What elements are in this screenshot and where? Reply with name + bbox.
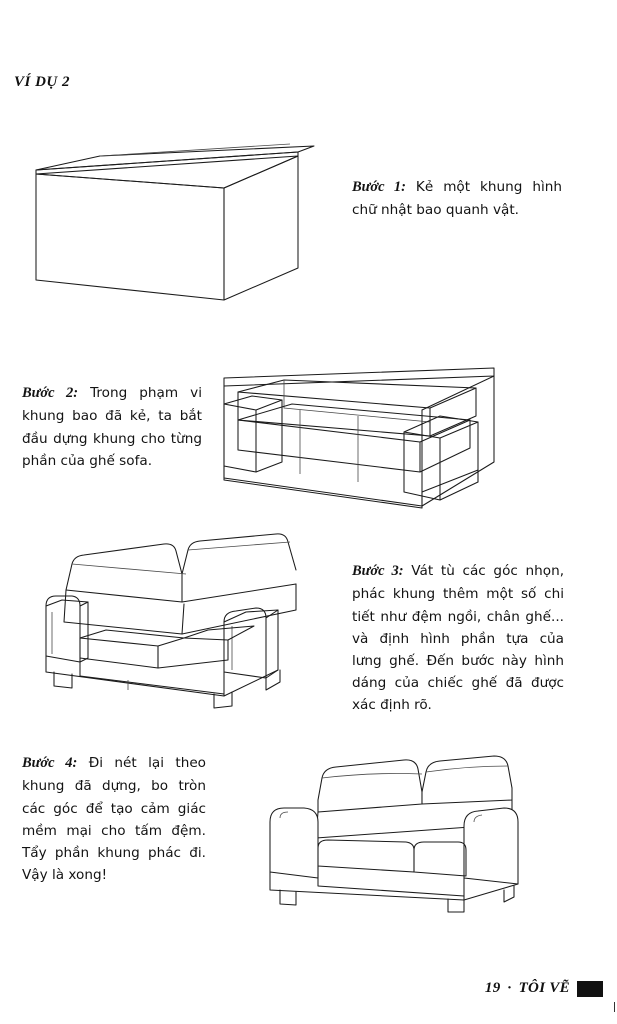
footer-title: TÔI VẼ bbox=[518, 980, 570, 996]
sofa-detailed-sketch bbox=[28, 530, 348, 720]
footer-marker-block bbox=[577, 981, 603, 997]
step-4-lead: Bước 4: bbox=[22, 755, 78, 771]
step-1-text bbox=[352, 176, 562, 222]
step-2-body: Trong phạm vi khung bao đã kẻ, ta bắt đầu dựng khung cho từng phần của ghế sofa. bbox=[22, 385, 203, 469]
step-1-lead: Bước 1: bbox=[352, 179, 406, 195]
edge-tick-mark bbox=[614, 1002, 615, 1012]
sofa-final-linework bbox=[222, 752, 542, 920]
step-2-text bbox=[22, 382, 202, 472]
footer-page-number: 19 bbox=[484, 980, 501, 996]
step-4-text bbox=[22, 752, 206, 886]
page-title: VÍ DỤ 2 bbox=[14, 74, 71, 90]
sofa-block-construction-sketch bbox=[208, 358, 578, 526]
step-3-lead: Bước 3: bbox=[352, 563, 404, 579]
step-3-text bbox=[352, 560, 564, 716]
bounding-box-sketch bbox=[26, 140, 316, 320]
page-footer bbox=[485, 980, 603, 997]
step-2-lead: Bước 2: bbox=[22, 385, 79, 401]
step-1-body: Kẻ một khung hình chữ nhật bao quanh vật. bbox=[352, 179, 563, 219]
footer-separator: · bbox=[507, 980, 512, 996]
step-3-body: Vát tù các góc nhọn, phác khung thêm một số chi tiết như đệm ngồi, chân ghế... và định hình phần tựa của lưng ghế. Đến bước này hình dáng của chiếc ghế đã được xác định rõ. bbox=[352, 563, 565, 713]
step-4-body: Đi nét lại theo khung đã dựng, bo tròn các góc để tạo cảm giác mềm mại cho tấm đệm. Tẩy phần khung phác đi. Vậy là xong! bbox=[22, 755, 206, 883]
